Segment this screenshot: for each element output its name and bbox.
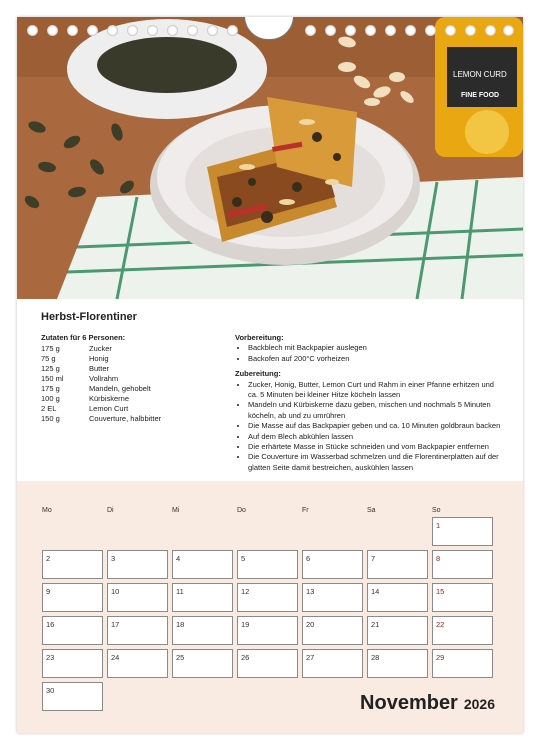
prep-heading: Vorbereitung:: [235, 333, 284, 342]
day-cell[interactable]: [302, 550, 363, 579]
day-cell[interactable]: [367, 616, 428, 645]
day-cell[interactable]: [432, 616, 493, 645]
day-number: 27: [306, 653, 315, 662]
day-cell[interactable]: [367, 550, 428, 579]
day-number: 9: [46, 587, 51, 596]
day-cell[interactable]: [432, 550, 493, 579]
ingredient-name: Honig: [89, 354, 109, 363]
ingredients-heading: Zutaten für 6 Personen:: [41, 333, 126, 342]
day-number: 28: [371, 653, 380, 662]
weekday-header: Sa: [367, 507, 376, 514]
prep-step: • Backofen auf 200°C vorheizen: [248, 354, 503, 364]
day-cell[interactable]: [42, 550, 103, 579]
photo-illustration: [17, 17, 523, 299]
day-number: 26: [241, 653, 250, 662]
recipe-section: [17, 299, 523, 481]
ingredient-qty: 150 ml: [41, 374, 64, 383]
calendar-page: [17, 17, 523, 733]
method-step: • Zucker, Honig, Butter, Lemon Curt und Rahm in einer Pfanne erhitzen und ca. 5 Minuten bei kleiner Hitze köcheln lassen: [248, 380, 503, 401]
day-cell[interactable]: [432, 649, 493, 678]
day-number: 14: [371, 587, 380, 596]
day-cell[interactable]: [302, 616, 363, 645]
ingredient-row: [41, 364, 161, 374]
day-number: 3: [111, 554, 116, 563]
ingredient-name: Kürbiskerne: [89, 394, 130, 403]
ingredient-row: [41, 344, 161, 354]
day-number: 2: [46, 554, 51, 563]
ingredient-qty: 75 g: [41, 354, 56, 363]
recipe-title: Herbst-Florentiner: [41, 311, 137, 323]
day-cell[interactable]: [42, 616, 103, 645]
method-heading: Zubereitung:: [235, 369, 281, 379]
day-cell[interactable]: [42, 649, 103, 678]
year: 2026: [463, 696, 495, 712]
method-step: • Mandeln und Kürbiskerne dazu geben, mischen und nochmals 5 Minuten köcheln, ab und zu umrühren: [248, 400, 503, 421]
month-calendar: [17, 481, 523, 733]
day-number: 5: [241, 554, 246, 563]
month-name: November: [360, 692, 458, 714]
ingredient-row: [41, 414, 161, 424]
day-cell[interactable]: [172, 583, 233, 612]
day-cell[interactable]: [237, 649, 298, 678]
weekday-header: So: [432, 507, 441, 514]
ingredient-qty: 150 g: [41, 414, 60, 423]
ingredient-name: Couverture, halbbitter: [89, 414, 162, 423]
day-cell[interactable]: [302, 649, 363, 678]
day-cell[interactable]: [367, 583, 428, 612]
day-number: 23: [46, 653, 55, 662]
jar-badge: FINE FOOD: [461, 92, 500, 99]
day-number: 1: [436, 521, 441, 530]
day-cell[interactable]: [302, 583, 363, 612]
day-number: 21: [371, 620, 380, 629]
day-number: 19: [241, 620, 250, 629]
weekday-header: Do: [237, 507, 246, 514]
prep-list: [235, 343, 503, 364]
day-number: 4: [176, 554, 181, 563]
day-cell[interactable]: [42, 583, 103, 612]
day-cell[interactable]: [107, 550, 168, 579]
day-number: 24: [111, 653, 120, 662]
day-cell[interactable]: [107, 649, 168, 678]
method-step: • Die erhärtete Masse in Stücke schneiden und vom Backpapier entfernen: [248, 442, 503, 452]
day-number: 7: [371, 554, 376, 563]
method-list: [235, 380, 503, 474]
day-number: 12: [241, 587, 250, 596]
day-number: 17: [111, 620, 120, 629]
day-number: 20: [306, 620, 315, 629]
day-cell[interactable]: [432, 583, 493, 612]
day-number: 10: [111, 587, 120, 596]
day-number: 15: [436, 587, 445, 596]
recipe-photo: [17, 17, 523, 299]
weekday-header: Di: [107, 507, 114, 514]
day-number: 18: [176, 620, 185, 629]
preparation: [235, 333, 503, 478]
ingredients-list: [41, 344, 161, 424]
day-number: 6: [306, 554, 311, 563]
day-number: 8: [436, 554, 441, 563]
ingredient-name: Zucker: [89, 344, 112, 353]
day-cell[interactable]: [432, 517, 493, 546]
ingredient-qty: 125 g: [41, 364, 60, 373]
day-cell[interactable]: [367, 649, 428, 678]
ingredient-row: [41, 354, 161, 364]
weekday-header: Mo: [42, 507, 52, 514]
day-cell[interactable]: [237, 616, 298, 645]
day-number: 29: [436, 653, 445, 662]
day-number: 30: [46, 686, 55, 695]
ingredient-qty: 175 g: [41, 384, 60, 393]
ingredient-name: Lemon Curt: [89, 404, 129, 413]
ingredient-qty: 2 EL: [41, 404, 57, 413]
ingredient-name: Vollrahm: [89, 374, 119, 383]
day-cell[interactable]: [107, 583, 168, 612]
prep-step: • Backblech mit Backpapier auslegen: [248, 343, 503, 353]
jar-label: LEMON CURD: [453, 70, 507, 79]
day-cell[interactable]: [172, 550, 233, 579]
month-title: [360, 692, 495, 715]
weekday-header: Mi: [172, 507, 180, 514]
method-step: • Die Couverture im Wasserbad schmelzen und die Florentinerplatten auf der glatten Seite damit bestreichen, auskühlen lassen: [248, 452, 503, 473]
day-number: 16: [46, 620, 55, 629]
method-step: • Die Masse auf das Backpapier geben und ca. 10 Minuten goldbraun backen: [248, 421, 503, 431]
ingredient-row: [41, 384, 161, 394]
ingredient-qty: 100 g: [41, 394, 60, 403]
day-cell[interactable]: [172, 649, 233, 678]
ingredient-qty: 175 g: [41, 344, 60, 353]
day-cell[interactable]: [237, 550, 298, 579]
method-step: • Auf dem Blech abkühlen lassen: [248, 432, 503, 442]
day-cell[interactable]: [172, 616, 233, 645]
day-number: 13: [306, 587, 315, 596]
weekday-header: Fr: [302, 507, 309, 514]
day-cell[interactable]: [42, 682, 103, 711]
ingredient-row: [41, 394, 161, 404]
day-cell[interactable]: [107, 616, 168, 645]
ingredient-name: Mandeln, gehobelt: [89, 384, 151, 393]
day-number: 25: [176, 653, 185, 662]
day-number: 11: [176, 587, 184, 596]
day-cell[interactable]: [237, 583, 298, 612]
ingredient-row: [41, 374, 161, 384]
day-number: 22: [436, 620, 445, 629]
ingredient-row: [41, 404, 161, 414]
ingredient-name: Butter: [89, 364, 110, 373]
